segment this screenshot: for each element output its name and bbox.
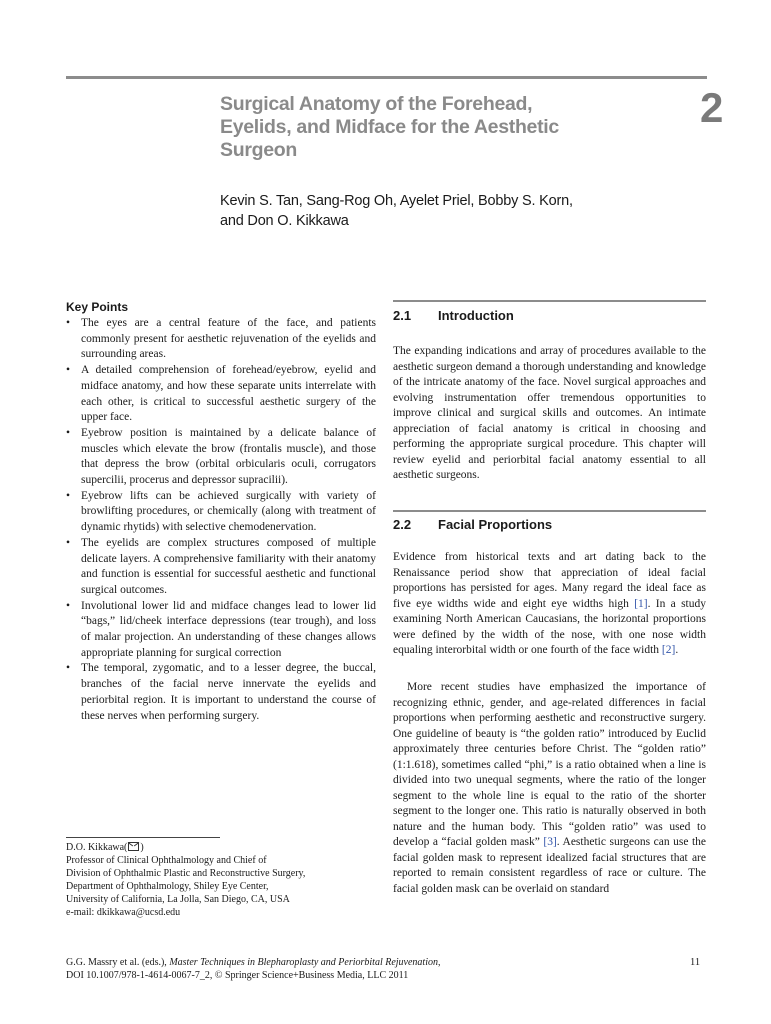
footnote-line: Department of Ophthalmology, Shiley Eye Center, bbox=[66, 880, 269, 892]
key-point-item bbox=[66, 599, 376, 662]
chapter-title-line: Eyelids, and Midface for the Aesthetic bbox=[220, 116, 559, 138]
footnote-name-text: D.O. Kikkawa( bbox=[66, 842, 128, 853]
key-point-item bbox=[66, 489, 376, 536]
page-number: 11 bbox=[690, 957, 701, 968]
section-number: 2.2 bbox=[393, 517, 412, 532]
header-rule bbox=[66, 76, 707, 79]
footnote-rule bbox=[66, 837, 220, 838]
bullet-icon: • bbox=[66, 599, 71, 612]
key-point-item bbox=[66, 536, 376, 599]
key-point-text: The eyelids are complex structures composed of multiple delicate layers. A comprehensive familiarity with their anatomy and function is essential for successful aesthetic and functional surgical outcomes. bbox=[81, 536, 376, 596]
body-paragraph bbox=[393, 680, 706, 897]
section-title: Introduction bbox=[438, 308, 514, 323]
intro-paragraph: The expanding indications and array of procedures available to the aesthetic surgeon demand a thorough understanding and knowledge of the intricate anatomy of the face. Novel surgical approaches and evolving instrumentation offer tremendous opportunities to improve clinical and surgical skills and outcomes. An intimate appreciation of facial anatomy is critical in choosing and performing the appropriate surgical procedure. This chapter will review eyelid and periorbital facial anatomy essential to all aesthetic surgeons. bbox=[393, 345, 706, 481]
key-points-list bbox=[66, 316, 376, 724]
key-point-text: Eyebrow position is maintained by a delicate balance of muscles which elevate the brow (frontalis muscle), and those that depress the brow (orbital orbicularis oculi, corrugators supercilii, procerus and depressor supracilii). bbox=[81, 426, 376, 487]
footnote-line: Professor of Clinical Ophthalmology and Chief of bbox=[66, 854, 267, 866]
section-heading bbox=[393, 308, 514, 324]
key-points-heading: Key Points bbox=[66, 300, 129, 314]
footnote-line: University of California, La Jolla, San Diego, CA, USA bbox=[66, 893, 290, 905]
key-point-text: The eyes are a central feature of the face, and patients commonly present for aesthetic rejuvenation of the eyelids and surrounding areas. bbox=[81, 317, 376, 361]
paragraph-text: Evidence from historical texts and art dating back to the Renaissance period show that appreciation of ideal facial proportions has persisted for ages. Many regard the ideal face as five eye widths wide and eight eye widths high bbox=[393, 551, 706, 610]
bullet-icon: • bbox=[66, 317, 71, 329]
footnote-email[interactable]: e-mail: dkikkawa@ucsd.edu bbox=[66, 906, 181, 918]
footnote-line: Division of Ophthalmic Plastic and Reconstructive Surgery, bbox=[66, 867, 306, 879]
authors bbox=[220, 191, 640, 231]
footnote-name-close: ) bbox=[140, 842, 144, 853]
key-point-text: A detailed comprehension of forehead/eyebrow, eyelid and midface anatomy, and how these separate units interrelate with each other, is critical to successful aesthetic surgery of the upper face. bbox=[81, 364, 376, 424]
key-point-text: The temporal, zygomatic, and to a lesser degree, the buccal, branches of the facial nerve innervate the eyelids and periorbital region. It is important to understand the course of these nerves when performing surgery. bbox=[81, 662, 376, 722]
author-footnote bbox=[66, 842, 366, 919]
paragraph-text: . In a study examining North American Caucasians, the horizontal proportions were defined by the width of the nose, with one nose width equaling interorbital width or one fourth of the face width bbox=[393, 597, 706, 656]
bullet-icon: • bbox=[66, 536, 71, 549]
paragraph-text: . bbox=[675, 644, 679, 656]
chapter-title bbox=[220, 93, 640, 162]
key-point-text: Eyebrow lifts can be achieved surgically with variety of browlifting procedures, or chemically (along with treatment of dynamic rhytids) with selective chemodenervation. bbox=[81, 489, 376, 534]
envelope-icon bbox=[128, 842, 139, 851]
key-point-item bbox=[66, 426, 376, 489]
citation-link[interactable]: [3] bbox=[543, 836, 557, 848]
key-point-item bbox=[66, 661, 376, 724]
bullet-icon: • bbox=[66, 662, 71, 675]
key-point-item bbox=[66, 363, 376, 426]
paragraph-text: More recent studies have emphasized the importance of recognizing ethnic, gender, and age-related differences in facial proportions when performing aesthetic and reconstructive surgery. One guideline of beauty is “the golden ratio” introduced by Euclid approximately three centuries before Christ. The “golden ratio” (1:1.618), sometimes called “phi,” is a ratio obtained when a line is divided into two unequal segments, where the ratio of the longer segment to the whole line is equal to the ratio of the shorter segment to the longer one. This ratio is naturally observed in both nature and the human body. This “golden ratio” was used to develop a “facial golden mask” bbox=[393, 681, 706, 848]
footnote-name bbox=[66, 842, 366, 855]
citation-text: , bbox=[437, 957, 441, 968]
citation-text: G.G. Massry et al. (eds.), bbox=[66, 957, 170, 968]
citation-line bbox=[66, 956, 626, 969]
citation-link[interactable]: [1] bbox=[634, 597, 648, 610]
citation-link[interactable]: [2] bbox=[661, 644, 676, 656]
section-heading bbox=[393, 517, 552, 533]
paragraph-text: . Aesthetic surgeons can use the facial golden mask to represent idealized facial structures that are reported to remain consistent regardless of race or culture. The facial golden mask can be overlaid on standard bbox=[393, 836, 706, 895]
bullet-icon: • bbox=[66, 364, 71, 377]
body-paragraph bbox=[393, 550, 706, 659]
section-rule bbox=[393, 300, 706, 302]
chapter-title-line: Surgeon bbox=[220, 139, 297, 161]
authors-line: and Don O. Kikkawa bbox=[220, 213, 349, 229]
section-title: Facial Proportions bbox=[438, 517, 553, 532]
bullet-icon: • bbox=[66, 426, 71, 439]
book-citation bbox=[66, 956, 626, 982]
section-number: 2.1 bbox=[393, 308, 412, 323]
key-point-item bbox=[66, 316, 376, 363]
citation-doi: DOI 10.1007/978-1-4614-0067-7_2, © Springer Science+Business Media, LLC 2011 bbox=[66, 970, 409, 981]
key-points-box bbox=[66, 299, 376, 724]
book-title: Master Techniques in Blepharoplasty and Periorbital Rejuvenation bbox=[169, 957, 438, 968]
authors-line: Kevin S. Tan, Sang-Rog Oh, Ayelet Priel, Bobby S. Korn, bbox=[220, 193, 573, 209]
chapter-number: 2 bbox=[700, 84, 724, 131]
key-point-text: Involutional lower lid and midface changes lead to lower lid “bags,” lid/cheek interface depressions (tear trough), and loss of malar projection. An understanding of these changes allows appropriate planning for surgical correction bbox=[81, 599, 376, 659]
section-rule bbox=[393, 510, 706, 512]
chapter-title-line: Surgical Anatomy of the Forehead, bbox=[220, 93, 533, 115]
bullet-icon: • bbox=[66, 489, 71, 502]
